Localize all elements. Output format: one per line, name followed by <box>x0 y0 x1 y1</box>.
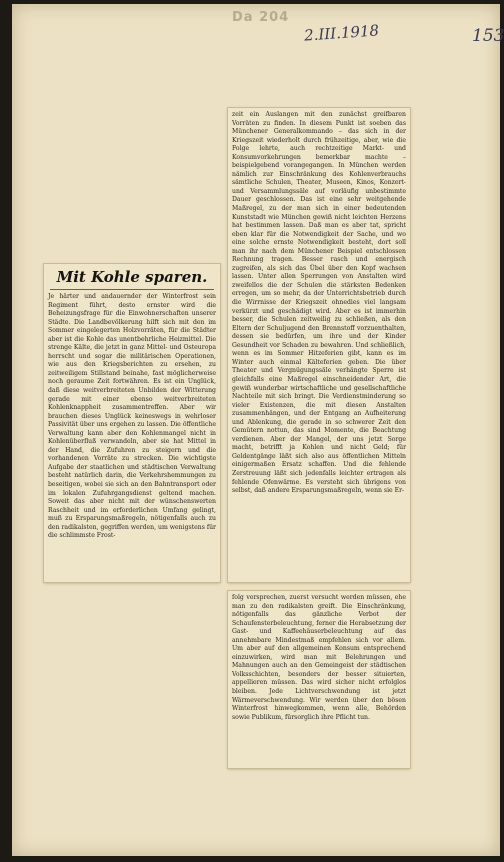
sheet-number: 153 <box>472 26 504 46</box>
handwritten-date: 2.III.1918 <box>303 21 380 45</box>
article-text-right-bottom: folg versprechen, zuerst versucht werden müssen, ehe man zu den radikalsten greift. Die Einschränkung, nötigenfalls das gänzliche Verbot der Schaufensterbeleuchtung, ferner die Herabsetzung der Gast- und Kaffeehäuserbeleuchtung auf das annehmbare Mindestmaß empfehlen sich vor allem. Um aber auf den allgemeinen Konsum entsprechend einzuwirken, wird man mit Belehrungen und Mahnungen auch an den Gemeingeist der städtischen Volksschichten, besonders der besser situierten, appellieren müssen. Das wird sicher nicht erfolglos bleiben. Jede Lichtverschwendung ist jetzt Wärmeverschwendung. Wir werden über den bösen Winterfrost hinwegkommen, wenn alle, Behörden sowie Publikum, fürsorglich ihre Pflicht tun. <box>232 594 406 721</box>
clipping-right-bottom <box>228 591 410 768</box>
article-text-right-top: zeit ein Auslangen mit den zunächst greifbaren Vorräten zu finden. In diesem Punkt ist soeben das Münchener Generalkommando – das sich in der Kriegszeit wiederholt durch frühzeitige, aber, wie die Folge lehrte, auch rechtzeitige Markt- und Konsumvorkehrungen bemerkbar machte – beispielgebend vorangegangen. In München werden nämlich zur Einschränkung des Kohlenverbrauchs sämtliche Schulen, Theater, Museen, Kinos, Konzert- und Versammlungssäle auf vorläufig unbestimmte Dauer geschlossen. Das ist eine sehr weitgehende Maßregel, zu der man sich in einer bedeutenden Kunststadt wie München gewiß nicht leichten Herzens hat bestimmen lassen. Daß man es aber tat, spricht eben klar für die Notwendigkeit der Sache, und wo eine solche ernste Notwendigkeit besteht, dort soll man ihr nach dem Münchener Beispiel entschlossen Rechnung tragen. Besser rasch und energisch zugreifen, als sich das Übel über den Kopf wachsen lassen. Unter allen Sperrungen von Anstalten wird zweifellos die der Schulen die stärksten Bedenken erregen, um so mehr, da der Unterrichtsbetrieb durch die Wirrnisse der Kriegszeit ohnedies viel langsam verkürzt und geschädigt wird. Aber es ist immerhin besser, die Schulen zeitweilig zu schließen, als den Eltern der Schuljugend den Brennstoff vorzuenthalten, dessen sie bedürfen, um ihre und der Kinder Gesundheit vor Schaden zu bewahren. Und schließlich, wenn es im Sommer Hitzeferien gibt, kann es im Winter auch einmal Kälteferien geben. Die über Theater und Vergnügungssäle verhängte Sperre ist gleichfalls eine Maßregel einschneidender Art, die gewiß wunderbar wirtschaftliche und gesellschaftliche Nachteile mit sich bringt. Die Verdienstminderung so vieler Existenzen, die mit diesen Anstalten zusammenhängen, und der Entgang an Aufheiterung und Ablenkung, die gerade in so schwerer Zeit den Gemütern nottun, das sind Momente, die Beachtung verdienen. Aber der Mangel, der uns jetzt Sorge macht, betrifft ja Kohlen und nicht Geld; für Geldentgänge läßt sich also aus öffentlichen Mitteln einigermaßen Ersatz schaffen. Und die fehlende Zerstreuung läßt sich jedenfalls leichter ertragen als fehlende Ofenwärme. Es versteht sich übrigens von selbst, daß andere Ersparungsmaßregeln, wenn sie Er- <box>232 111 406 495</box>
clipping-left <box>44 264 220 582</box>
article-text-left: Je härter und andauernder der Winterfrost sein Regiment führt, desto ernster wird die Beheizungsfrage für die Einwohnerschaften unserer Städte. Die Landbevölkerung hilft sich mit den im Sommer eingelegerten Holzvorräten, für die Städter aber ist die Kohle das unentbehrliche Heizmittel. Die strenge Kälte, die jetzt in ganz Mittel- und Osteuropa herrscht und sogar die militärischen Operationen, wie aus den Kriegsberichten zu ersehen, zu zeitweiligem Stillstand beinahe, fast möglicherweise noch geraume Zeit fortwähren. Es ist ein Unglück, daß diese weitverbreiteten Unbilden der Witterung gerade mit einer ebenso weitverbreiteten Kohlenknappheit zusammentreffen. Aber wir brauchen dieses Unglück keineswegs in wehrloser Passivität über uns ergehen zu lassen. Die öffentliche Verwaltung kann aber den Kohlenmangel nicht in Kohlenüberfluß verwandeln, aber sie hat Mittel in der Hand, die Zufuhren zu steigern und die vorhandenen Vorräte zu strecken. Die wichtigste Aufgabe der staatlichen und städtischen Verwaltung besteht natürlich darin, die Verkehrshemmungen zu beseitigen, wobei sie sich an den Bahntransport oder im lokalen Zufuhrgangsdienst geltend machen. Soweit das aber nicht mit der wünschenswerten Raschheit und im erforderlichen Umfang gelingt, muß zu Ersparungsmaßregeln, nötigenfalls auch zu den radikalsten, gegriffen werden, um wenigstens für die schlimmste Frost- <box>48 293 216 540</box>
clipping-right-top <box>228 108 410 582</box>
faint-stamp: Da 204 <box>232 10 290 25</box>
article-headline: Mit Kohle sparen. <box>50 264 214 290</box>
